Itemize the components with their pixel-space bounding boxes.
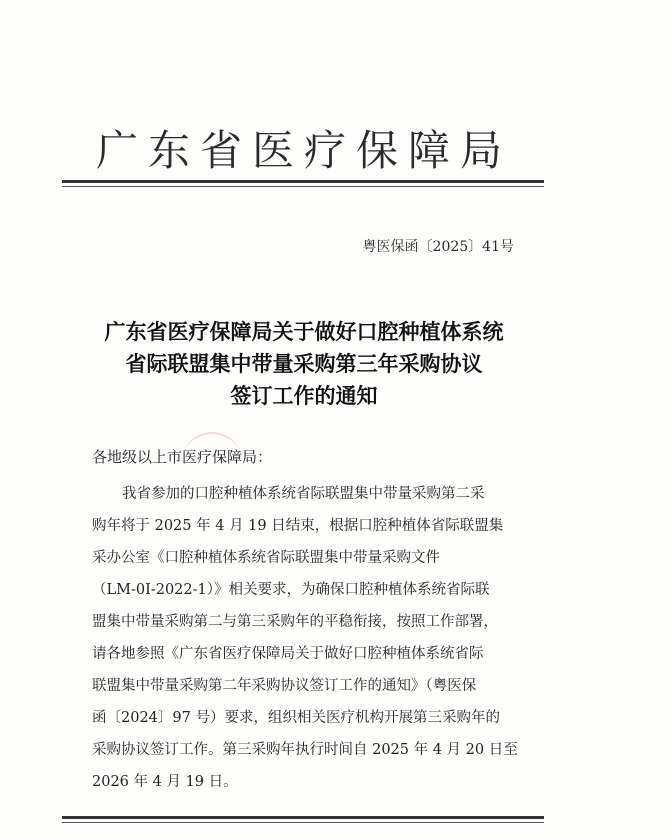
body-line: 联盟集中带量采购第二年采购协议签订工作的通知》（粤医保 [92, 678, 477, 694]
body-line: （LM-0I-2022-1）》相关要求，为确保口腔种植体系统省际联 [92, 582, 490, 598]
title-line: 省际联盟集中带量采购第三年采购协议 [125, 351, 483, 376]
body-line: 采购协议签订工作。第三采购年执行时间自 2025 年 4 月 20 日至 [92, 742, 518, 758]
body-line: 我省参加的口腔种植体系统省际联盟集中带量采购第二采 [122, 486, 485, 502]
body-line: 请各地参照《广东省医疗保障局关于做好口腔种植体系统省际 [92, 646, 484, 662]
title-line: 广东省医疗保障局关于做好口腔种植体系统 [104, 319, 504, 344]
title-line: 签订工作的通知 [230, 383, 378, 408]
document-title [64, 316, 544, 412]
header-rule-thick [62, 180, 544, 183]
body-line: 2026 年 4 月 19 日。 [92, 774, 238, 790]
body-paragraph [92, 478, 522, 798]
body-line: 盟集中带量采购第二与第三采购年的平稳衔接，按照工作部署， [92, 614, 498, 630]
body-line: 购年将于 2025 年 4 月 19 日结束，根据口腔种植体省际联盟集 [92, 518, 504, 534]
body-line: 采办公室《口腔种植体系统省际联盟集中带量采购文件 [92, 550, 440, 566]
footer-rule-thick [62, 816, 544, 819]
document-number: 粤医保函〔2025〕41号 [362, 239, 514, 255]
letterhead-title: 广东省医疗保障局 [96, 126, 513, 175]
header-rule-thin [62, 186, 544, 187]
footer-rule-thin [62, 822, 544, 823]
body-line: 函〔2024〕97 号）要求，组织相关医疗机构开展第三采购年的 [92, 710, 500, 726]
salutation: 各地级以上市医疗保障局： [92, 448, 273, 466]
